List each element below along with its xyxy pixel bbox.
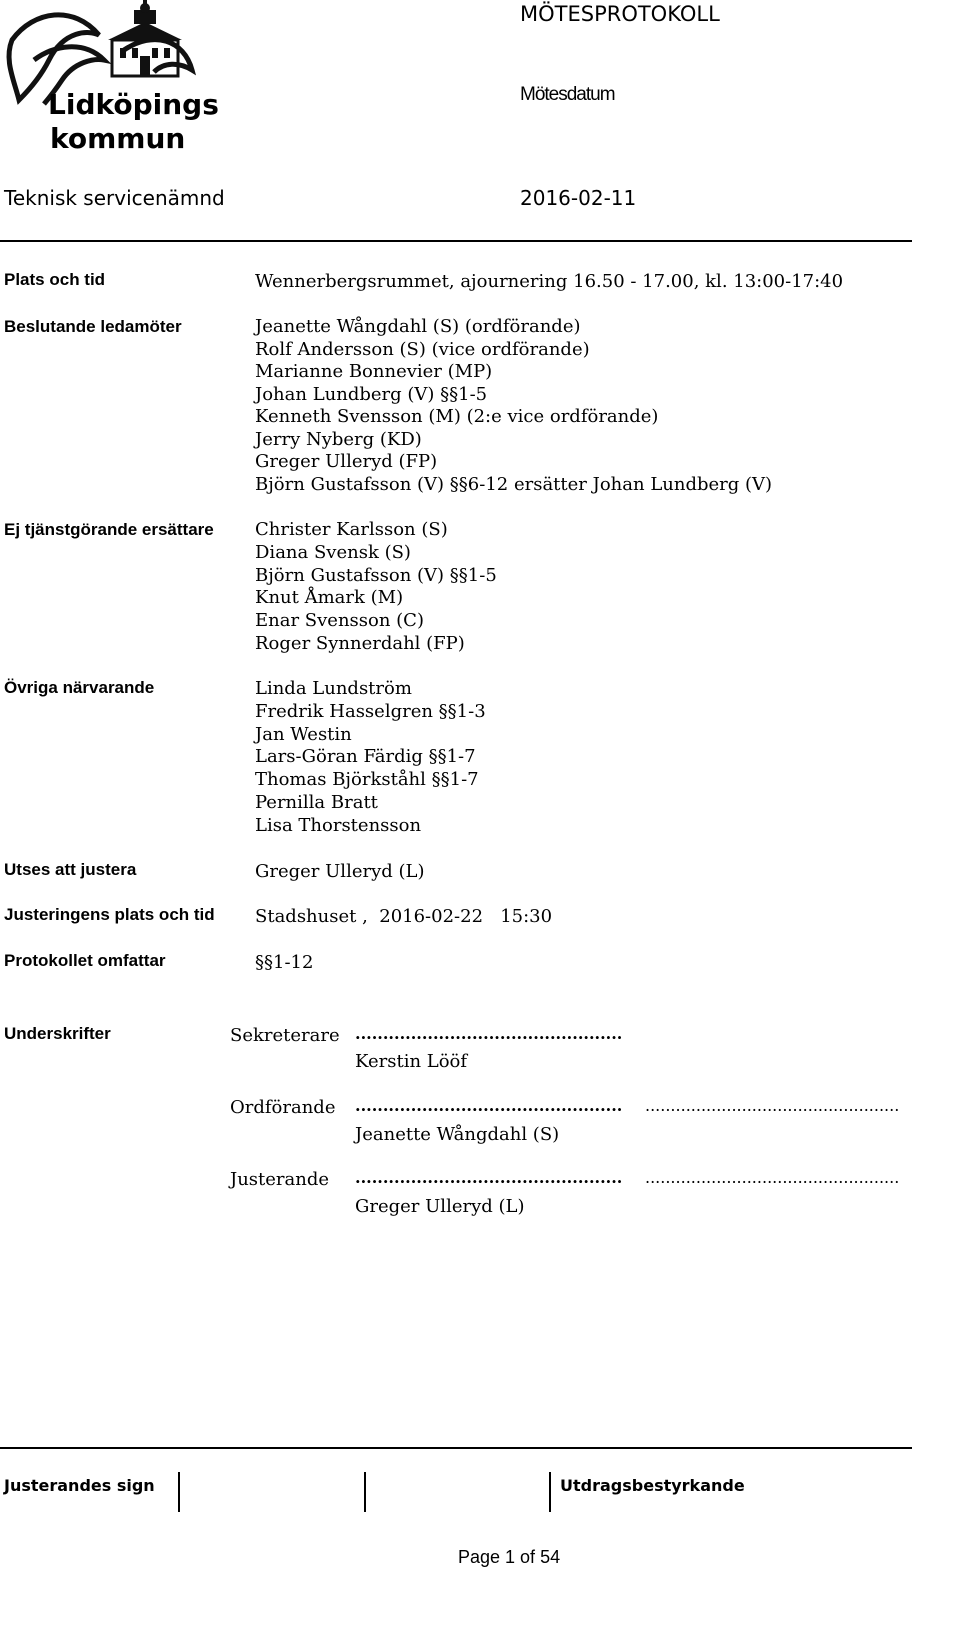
plats-label: Plats och tid	[4, 270, 106, 289]
plats-value: Wennerbergsrummet, ajournering 16.50 - 17.00, kl. 13:00-17:40	[255, 271, 844, 292]
list-item: Diana Svensk (S)	[255, 541, 411, 563]
board-name: Teknisk servicenämnd	[4, 186, 225, 210]
document-type: MÖTESPROTOKOLL	[520, 2, 720, 26]
justering-label: Justeringens plats och tid	[4, 905, 215, 924]
logo-text-line2: kommun	[50, 122, 186, 155]
list-item: Fredrik Hasselgren §§1-3	[255, 700, 486, 722]
list-item: Lisa Thorstensson	[255, 814, 422, 836]
justera-label: Utses att justera	[4, 860, 137, 879]
footer-right-label: Utdragsbestyrkande	[560, 1476, 745, 1495]
list-item: Kenneth Svensson (M) (2:e vice ordförande)	[255, 406, 659, 427]
ersattare-label: Ej tjänstgörande ersättare	[4, 520, 214, 539]
list-item: Marianne Bonnevier (MP)	[255, 361, 493, 382]
list-item: Lars-Göran Färdig §§1-7	[255, 746, 476, 768]
signature-role: Sekreterare	[230, 1025, 340, 1046]
footer-cell-divider	[364, 1472, 366, 1512]
list-item: Knut Åmark (M)	[255, 587, 404, 609]
list-item: Christer Karlsson (S)	[255, 519, 448, 540]
list-item: Johan Lundberg (V) §§1-5	[255, 383, 488, 405]
header-divider	[0, 240, 912, 242]
footer-cell-divider	[549, 1472, 551, 1512]
ersattare-list	[255, 519, 497, 656]
list-item: Thomas Björkståhl §§1-7	[255, 769, 479, 791]
signature-line: ................................................	[355, 1168, 623, 1187]
signature-line: ................................................	[355, 1024, 623, 1043]
beslutande-list	[255, 316, 772, 496]
meeting-date: 2016-02-11	[520, 186, 637, 210]
justering-value: Stadshuset , 2016-02-22 15:30	[255, 906, 553, 927]
list-item: Rolf Andersson (S) (vice ordförande)	[255, 338, 590, 360]
list-item: Björn Gustafsson (V) §§6-12 ersätter Johan Lundberg (V)	[255, 473, 773, 495]
signature-name: Jeanette Wångdahl (S)	[355, 1124, 560, 1145]
signature-line: ................................................	[355, 1096, 623, 1115]
list-item: Pernilla Bratt	[255, 791, 378, 813]
omfattar-value: §§1-12	[255, 952, 314, 973]
beslutande-label: Beslutande ledamöter	[4, 317, 182, 336]
justera-value: Greger Ulleryd (L)	[255, 861, 425, 882]
page-number: Page 1 of 54	[458, 1547, 561, 1567]
list-item: Jerry Nyberg (KD)	[255, 428, 422, 450]
signature-role: Ordförande	[230, 1097, 336, 1118]
list-item: Jeanette Wångdahl (S) (ordförande)	[255, 316, 581, 337]
municipality-logo	[4, 0, 219, 160]
signatures-label: Underskrifter	[4, 1024, 111, 1043]
signature-line-second: ..................................................	[645, 1096, 900, 1115]
footer-left-label: Justerandes sign	[4, 1476, 155, 1495]
ovriga-label: Övriga närvarande	[4, 678, 155, 697]
list-item: Greger Ulleryd (FP)	[255, 451, 438, 472]
ovriga-list	[255, 678, 486, 838]
signature-name: Kerstin Lööf	[355, 1051, 468, 1072]
signature-line-second: ..................................................	[645, 1168, 900, 1187]
signature-name: Greger Ulleryd (L)	[355, 1196, 525, 1217]
footer-cell-divider	[178, 1472, 180, 1512]
list-item: Björn Gustafsson (V) §§1-5	[255, 564, 497, 586]
footer-divider	[0, 1447, 912, 1449]
signature-role: Justerande	[230, 1169, 330, 1190]
list-item: Enar Svensson (C)	[255, 610, 424, 632]
meeting-date-label: Mötesdatum	[520, 84, 615, 105]
list-item: Linda Lundström	[255, 678, 412, 699]
logo-text-line1: Lidköpings	[48, 88, 219, 121]
omfattar-label: Protokollet omfattar	[4, 951, 166, 970]
list-item: Jan Westin	[255, 723, 352, 745]
list-item: Roger Synnerdahl (FP)	[255, 632, 465, 654]
